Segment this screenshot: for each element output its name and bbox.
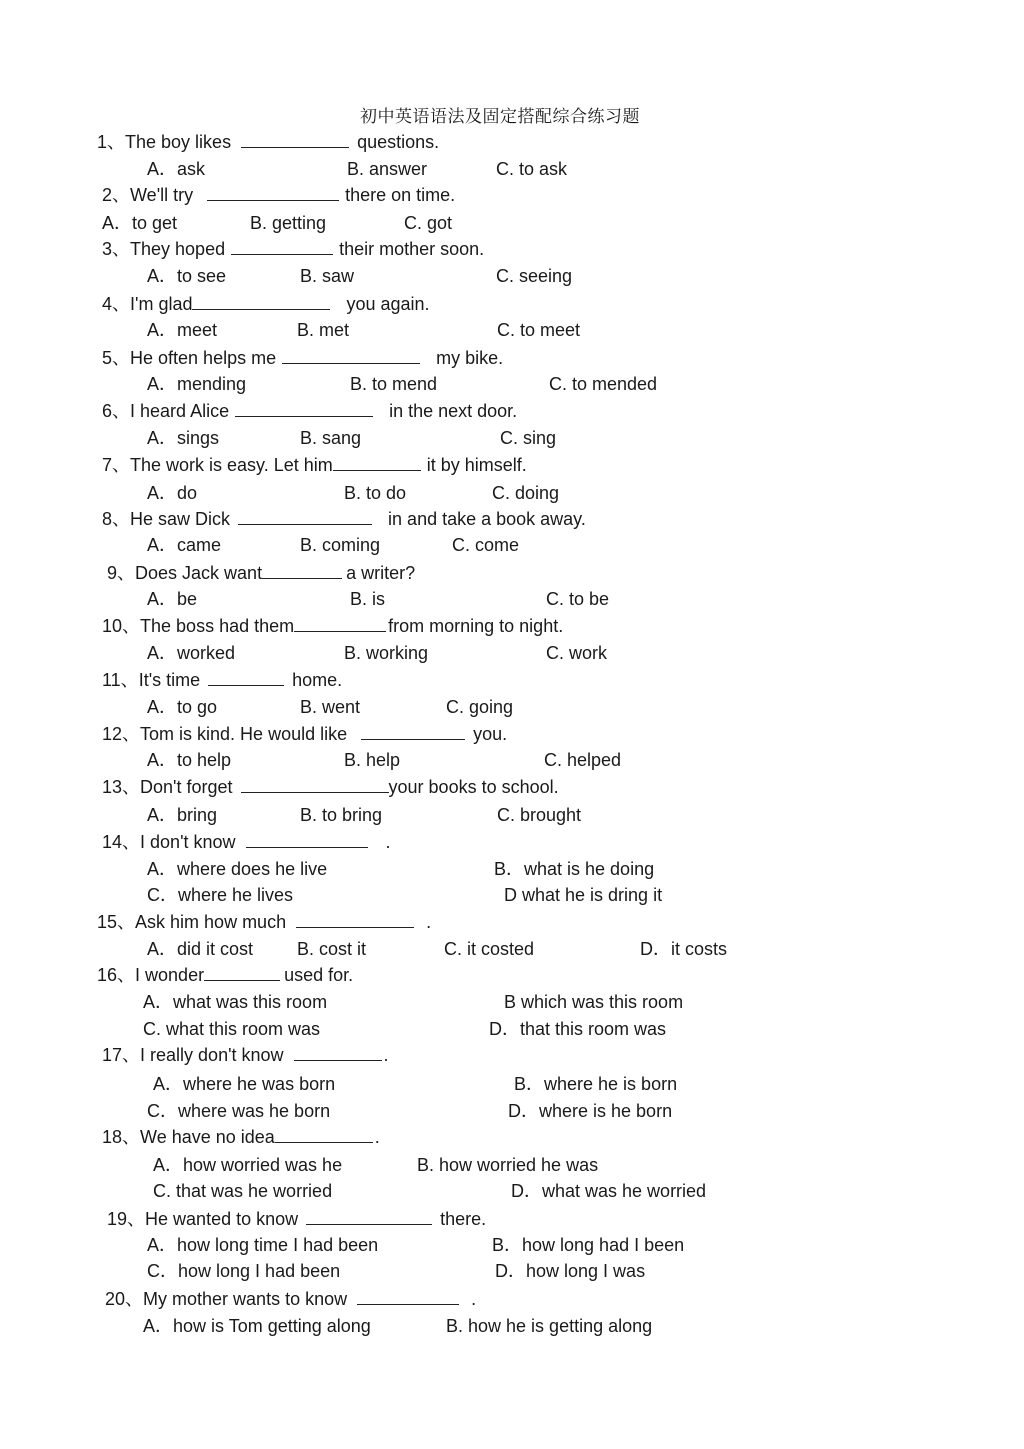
answer-option: C. it costed xyxy=(444,939,535,959)
question-stem-end: in the next door. xyxy=(389,401,518,421)
answer-blank xyxy=(333,455,421,471)
answer-blank xyxy=(357,1289,459,1305)
question-number: 8、 xyxy=(102,509,131,529)
answer-blank xyxy=(282,348,420,364)
answer-option: D．that this room was xyxy=(489,1019,667,1039)
answer-blank xyxy=(275,1127,373,1143)
answer-option: A．bring xyxy=(147,805,218,825)
answer-option: B. to do xyxy=(344,483,407,503)
answer-option: B which was this room xyxy=(504,992,684,1012)
question-stem-end: in and take a book away. xyxy=(388,509,586,529)
question-stem-start: I really don't know xyxy=(140,1045,284,1065)
answer-option: D what he is dring it xyxy=(504,885,663,905)
question-stem-start: He wanted to know xyxy=(145,1209,299,1229)
answer-option: A．where he was born xyxy=(153,1074,336,1094)
question-number: 7、 xyxy=(102,455,131,475)
question-6 xyxy=(102,400,517,422)
question-2 xyxy=(102,184,455,206)
answer-blank xyxy=(241,132,349,148)
question-stem-end: . xyxy=(383,1045,389,1065)
answer-blank xyxy=(207,185,339,201)
question-stem-end: my bike. xyxy=(436,348,504,368)
answer-blank xyxy=(241,777,389,793)
answer-option: D．how long I was xyxy=(495,1261,646,1281)
question-number: 13、 xyxy=(102,777,141,797)
answer-option: C. seeing xyxy=(496,266,573,286)
answer-blank xyxy=(306,1209,432,1225)
answer-blank xyxy=(294,1045,382,1061)
question-stem-start: Don't forget xyxy=(140,777,233,797)
answer-blank xyxy=(192,294,330,310)
question-number: 19、 xyxy=(107,1209,146,1229)
question-stem-start: I'm glad xyxy=(130,294,193,314)
answer-option: A．what was this room xyxy=(143,992,328,1012)
answer-option: A．meet xyxy=(147,320,218,340)
answer-option: B. saw xyxy=(300,266,355,286)
question-4 xyxy=(102,293,430,315)
question-stem-start: The work is easy. Let him xyxy=(130,455,333,475)
answer-option: A．mending xyxy=(147,374,247,394)
question-10 xyxy=(102,615,563,637)
question-number: 3、 xyxy=(102,239,131,259)
question-stem-end: . xyxy=(426,912,432,932)
question-number: 14、 xyxy=(102,832,141,852)
question-8 xyxy=(102,508,586,530)
question-number: 2、 xyxy=(102,185,131,205)
question-number: 17、 xyxy=(102,1045,141,1065)
question-1 xyxy=(97,131,439,153)
answer-blank xyxy=(238,509,372,525)
answer-option: A．worked xyxy=(147,643,236,663)
question-7 xyxy=(102,454,527,476)
answer-blank xyxy=(294,616,386,632)
question-stem-start: Tom is kind. He would like xyxy=(140,724,348,744)
question-stem-start: He often helps me xyxy=(130,348,277,368)
question-12 xyxy=(102,723,507,745)
question-stem-end: you again. xyxy=(346,294,430,314)
question-18 xyxy=(102,1126,380,1148)
answer-option: B. met xyxy=(297,320,350,340)
question-stem-start: Ask him how much xyxy=(135,912,287,932)
answer-option: A．to go xyxy=(147,697,218,717)
answer-option: B．what is he doing xyxy=(494,859,655,879)
answer-option: A．where does he live xyxy=(147,859,328,879)
answer-option: C. work xyxy=(546,643,608,663)
answer-option: A．came xyxy=(147,535,222,555)
answer-option: C. that was he worried xyxy=(153,1181,333,1201)
answer-option: C. come xyxy=(452,535,520,555)
question-stem-start: I heard Alice xyxy=(130,401,230,421)
answer-option: B. answer xyxy=(347,159,428,179)
answer-blank xyxy=(361,724,465,740)
answer-blank xyxy=(235,401,373,417)
answer-option: A．how long time I had been xyxy=(147,1235,379,1255)
question-stem-end: home. xyxy=(292,670,343,690)
answer-blank xyxy=(231,239,333,255)
question-stem-start: Does Jack want xyxy=(135,563,263,583)
question-stem-end: . xyxy=(385,832,391,852)
answer-blank xyxy=(246,832,368,848)
answer-option: B. to bring xyxy=(300,805,383,825)
answer-option: C．where he lives xyxy=(147,885,294,905)
question-5 xyxy=(102,347,503,369)
answer-option: A．did it cost xyxy=(147,939,254,959)
question-number: 18、 xyxy=(102,1127,141,1147)
answer-option: D．what was he worried xyxy=(511,1181,707,1201)
question-stem-start: The boy likes xyxy=(125,132,232,152)
answer-option: C. helped xyxy=(544,750,622,770)
question-number: 12、 xyxy=(102,724,141,744)
question-number: 1、 xyxy=(97,132,126,152)
question-stem-start: My mother wants to know xyxy=(143,1289,348,1309)
question-number: 10、 xyxy=(102,616,141,636)
answer-option: B. cost it xyxy=(297,939,367,959)
answer-option: A．how worried was he xyxy=(153,1155,343,1175)
question-13 xyxy=(102,776,559,798)
answer-option: A．do xyxy=(147,483,198,503)
question-stem-end: . xyxy=(471,1289,477,1309)
answer-blank xyxy=(208,670,284,686)
answer-option: A．how is Tom getting along xyxy=(143,1316,371,1336)
question-number: 9、 xyxy=(107,563,136,583)
answer-option: B．how long had I been xyxy=(492,1235,685,1255)
answer-option: C. got xyxy=(404,213,453,233)
answer-option: B. how worried he was xyxy=(417,1155,599,1175)
question-11 xyxy=(102,669,342,691)
answer-option: B. went xyxy=(300,697,361,717)
question-14 xyxy=(102,831,391,853)
question-stem-end: from morning to night. xyxy=(388,616,564,636)
question-19 xyxy=(107,1208,486,1230)
question-stem-end: their mother soon. xyxy=(339,239,485,259)
answer-option: B. working xyxy=(344,643,429,663)
answer-option: D．where is he born xyxy=(508,1101,673,1121)
answer-option: A．be xyxy=(147,589,198,609)
answer-option: B. coming xyxy=(300,535,381,555)
answer-option: C. to meet xyxy=(497,320,581,340)
question-9 xyxy=(107,562,415,584)
answer-option: A．ask xyxy=(147,159,206,179)
answer-option: B. is xyxy=(350,589,386,609)
question-stem-start: I don't know xyxy=(140,832,236,852)
question-number: 11、 xyxy=(102,670,139,690)
answer-option: C. brought xyxy=(497,805,582,825)
answer-option: C．where was he born xyxy=(147,1101,331,1121)
question-number: 5、 xyxy=(102,348,131,368)
question-number: 20、 xyxy=(105,1289,144,1309)
answer-option: B. help xyxy=(344,750,401,770)
answer-blank xyxy=(204,965,280,981)
question-stem-end: your books to school. xyxy=(388,777,559,797)
question-stem-end: there. xyxy=(440,1209,487,1229)
answer-option: C. doing xyxy=(492,483,560,503)
answer-option: A．to see xyxy=(147,266,227,286)
question-stem-start: He saw Dick xyxy=(130,509,231,529)
question-stem-end: questions. xyxy=(357,132,440,152)
question-stem-end: a writer? xyxy=(346,563,416,583)
question-stem-end: it by himself. xyxy=(426,455,527,475)
answer-option: C. to be xyxy=(546,589,610,609)
answer-option: C. what this room was xyxy=(143,1019,321,1039)
question-17 xyxy=(102,1044,389,1066)
answer-option: A．to get xyxy=(102,213,178,233)
answer-option: C. sing xyxy=(500,428,557,448)
question-stem-end: used for. xyxy=(284,965,354,985)
answer-option: A．sings xyxy=(147,428,220,448)
answer-option: C．how long I had been xyxy=(147,1261,341,1281)
question-number: 16、 xyxy=(97,965,136,985)
question-stem-start: The boss had them xyxy=(140,616,295,636)
question-16 xyxy=(97,964,353,986)
answer-option: B．where he is born xyxy=(514,1074,678,1094)
answer-option: C. to ask xyxy=(496,159,568,179)
question-stem-end: you. xyxy=(473,724,508,744)
question-stem-start: We'll try xyxy=(130,185,194,205)
question-number: 6、 xyxy=(102,401,131,421)
answer-option: B. to mend xyxy=(350,374,438,394)
answer-option: C. going xyxy=(446,697,514,717)
answer-option: C. to mended xyxy=(549,374,658,394)
answer-option: A．to help xyxy=(147,750,232,770)
answer-blank xyxy=(262,563,342,579)
question-stem-start: It's time xyxy=(138,670,201,690)
question-3 xyxy=(102,238,484,260)
question-stem-start: They hoped xyxy=(130,239,226,259)
answer-option: B. getting xyxy=(250,213,327,233)
question-stem-start: We have no idea xyxy=(140,1127,275,1147)
answer-blank xyxy=(296,912,414,928)
question-stem-start: I wonder xyxy=(135,965,205,985)
question-20 xyxy=(105,1288,476,1310)
question-stem-end: there on time. xyxy=(345,185,456,205)
question-number: 4、 xyxy=(102,294,131,314)
question-15 xyxy=(97,911,431,933)
page-title: 初中英语语法及固定搭配综合练习题 xyxy=(360,107,640,127)
answer-option: D．it costs xyxy=(640,939,728,959)
answer-option: B. how he is getting along xyxy=(446,1316,653,1336)
question-stem-end: . xyxy=(374,1127,380,1147)
question-number: 15、 xyxy=(97,912,136,932)
answer-option: B. sang xyxy=(300,428,362,448)
